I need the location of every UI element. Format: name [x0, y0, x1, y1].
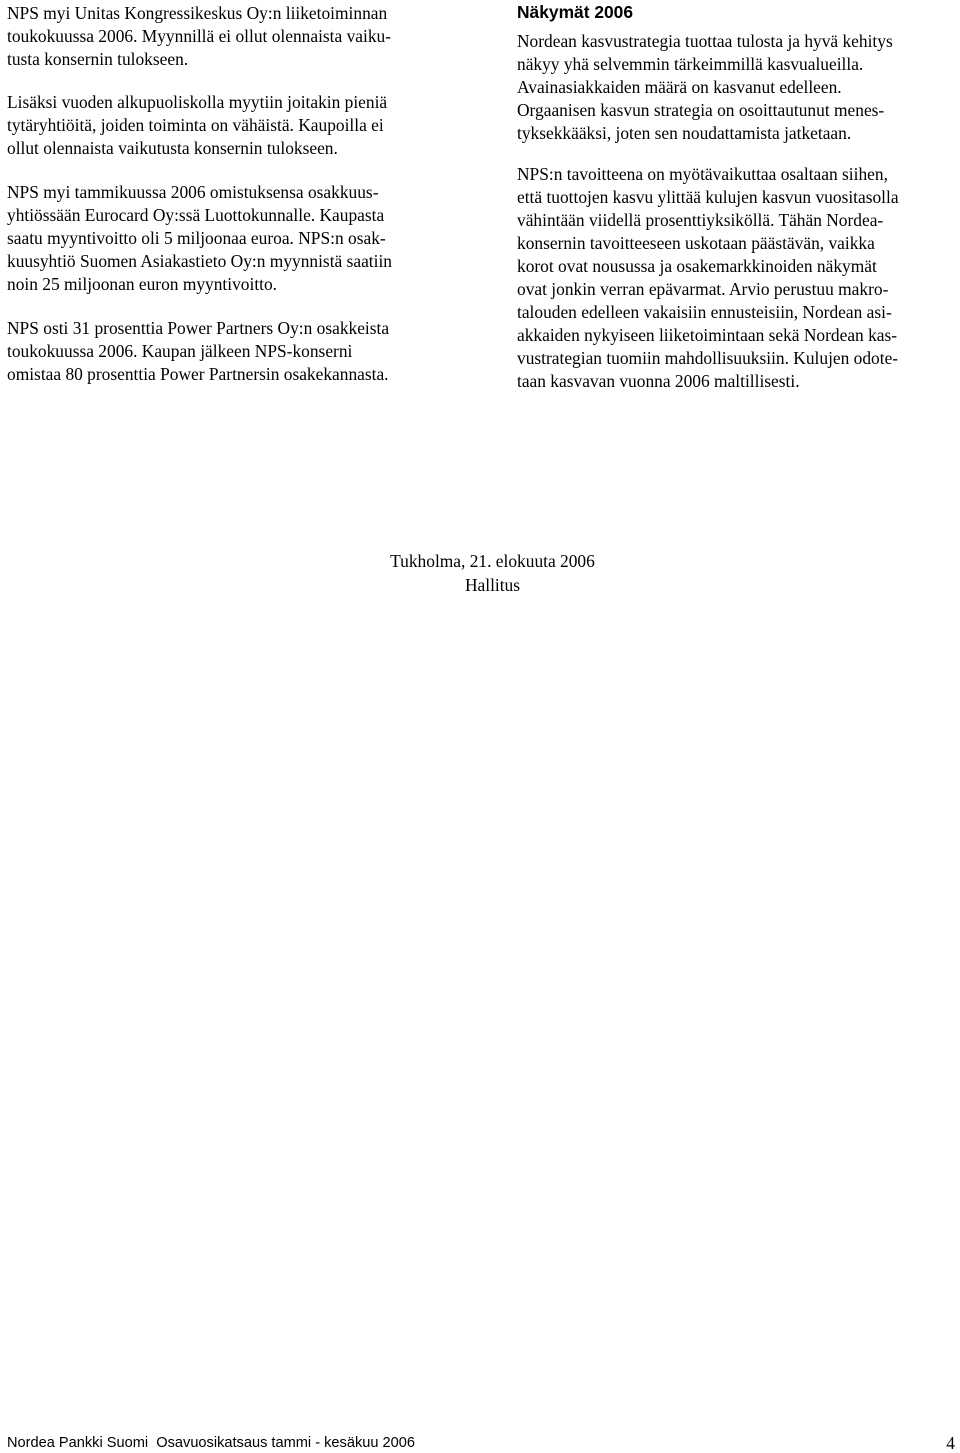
- page-number: 4: [946, 1433, 955, 1453]
- signature-signer: Hallitus: [464, 574, 521, 595]
- section-heading-outlook: Näkymät 2006: [517, 2, 634, 22]
- signature-block: [0, 550, 960, 597]
- paragraph-unitas-sale: NPS myi Unitas Kongressikeskus Oy:n liiketoiminnan toukokuussa 2006. Myynnillä ei ollut olennaista vaiku- tusta konsernin tulokseen.: [7, 3, 391, 69]
- paragraph-eurocard-sale: NPS myi tammikuussa 2006 omistuksensa osakkuus- yhtiössään Eurocard Oy:ssä Luottokunnalle. Kaupasta saatu myyntivoitto oli 5 miljoonaa euroa. NPS:n osak- kuusyhtiö Suomen Asiakastieto Oy:n myynnistä saatiin noin 25 miljoonan euron myyntivoitto.: [7, 182, 392, 294]
- paragraph-power-partners: NPS osti 31 prosenttia Power Partners Oy:n osakkeista toukokuussa 2006. Kaupan jälkeen NPS-konserni omistaa 80 prosenttia Power Partnersin osakekannasta.: [7, 318, 390, 384]
- signature-place-date: Tukholma, 21. elokuuta 2006: [390, 551, 595, 571]
- paragraph-growth-strategy: Nordean kasvustrategia tuottaa tulosta ja hyvä kehitys näkyy yhä selvemmin tärkeimmillä kasvualueilla. Avainasiakkaiden määrä on kasvanut edelleen. Orgaanisen kasvun strategia on osoittautunut menes- tyksekkääksi, joten sen noudattamista jatketaan.: [517, 31, 893, 143]
- footer-publication: Nordea Pankki Suomi Osavuosikatsaus tammi - kesäkuu 2006: [7, 1435, 416, 1451]
- paragraph-subsidiaries-sale: Lisäksi vuoden alkupuoliskolla myytiin joitakin pieniä tytäryhtiöitä, joiden toiminta on vähäistä. Kaupoilla ei ollut olennaista vaikutusta konsernin tulokseen.: [7, 92, 388, 158]
- paragraph-nps-target: NPS:n tavoitteena on myötävaikuttaa osaltaan siihen, että tuottojen kasvu ylittää kulujen kasvun vuositasolla vähintään viidellä prosenttiyksiköllä. Tähän Nordea- konsernin tavoitteeseen uskotaan päästävän, vaikka korot ovat nousussa ja osakemarkkinoiden näkymät ovat jonkin verran epävarmat. Arvio perustuu makro- talouden edelleen vakaisiin ennusteisiin, Nordean asi- akkaiden nykyiseen liiketoimintaan sekä Nordean kas- vustrategian tuomiin mahdollisuuksiin. Kulujen odote- taan kasvavan vuonna 2006 maltillisesti.: [517, 164, 899, 391]
